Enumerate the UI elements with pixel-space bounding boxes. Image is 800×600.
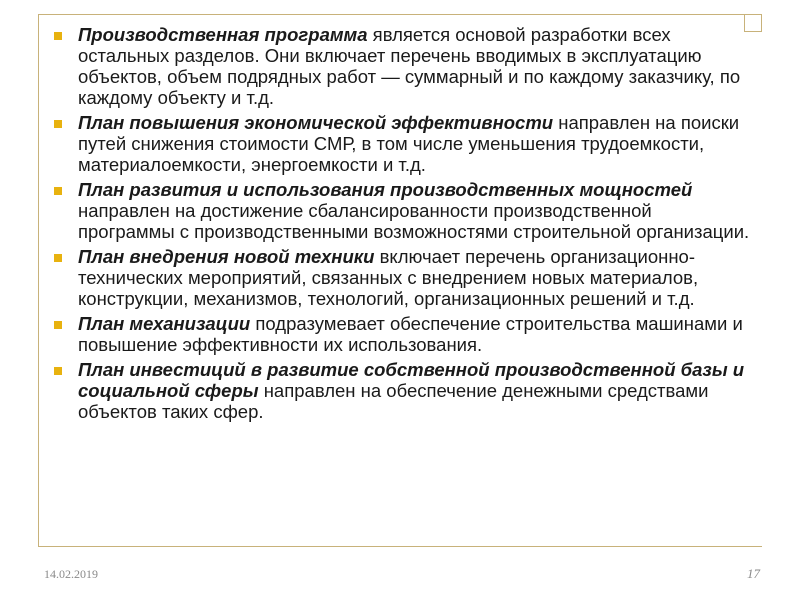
- frame-top-line: [38, 14, 762, 15]
- bullet-item-new-technology-plan: [52, 246, 752, 309]
- slide-content: [52, 24, 752, 426]
- square-bullet-icon: [54, 254, 62, 262]
- bullet-item-investment-plan: [52, 359, 752, 422]
- square-bullet-icon: [54, 367, 62, 375]
- bullet-item-efficiency-plan: [52, 112, 752, 175]
- page-number: 17: [747, 566, 760, 581]
- bullet-list: [52, 24, 752, 422]
- frame-bottom-line: [38, 546, 762, 547]
- bullet-lead: Производственная программа: [78, 24, 368, 45]
- square-bullet-icon: [54, 32, 62, 40]
- bullet-text: включает перечень организационно-технических мероприятий, связанных с внедрением новых материалов, конструкции, механизмов, технологий, организационных решений и т.д.: [78, 246, 699, 309]
- bullet-text: направлен на поиски путей снижения стоимости СМР, в том числе уменьшения трудоемкости, материалоемкости, энергоемкости и т.д.: [78, 112, 740, 175]
- footer-date: 14.02.2019: [44, 567, 98, 581]
- bullet-text: направлен на обеспечение денежными средствами объектов таких сфер.: [78, 380, 709, 422]
- bullet-lead: План механизации: [78, 313, 251, 334]
- bullet-text: подразумевает обеспечение строительства машинами и повышение эффективности их использования.: [78, 313, 743, 355]
- square-bullet-icon: [54, 120, 62, 128]
- bullet-lead: План внедрения новой техники: [78, 246, 375, 267]
- square-bullet-icon: [54, 321, 62, 329]
- bullet-item-mechanization-plan: [52, 313, 752, 355]
- bullet-text: направлен на достижение сбалансированности производственной программы с производственными возможностями строительной организации.: [78, 200, 750, 242]
- bullet-item-capacity-plan: [52, 179, 752, 242]
- bullet-text: является основой разработки всех остальных разделов. Они включает перечень вводимых в эксплуатацию объектов, объем подрядных работ — суммарный и по каждому заказчику, по каждому объекту и т.д.: [78, 24, 741, 108]
- square-bullet-icon: [54, 187, 62, 195]
- bullet-lead: План повышения экономической эффективности: [78, 112, 554, 133]
- frame-left-line: [38, 14, 39, 546]
- bullet-lead: План развития и использования производственных мощностей: [78, 179, 693, 200]
- bullet-item-production-program: [52, 24, 752, 108]
- bullet-lead: План инвестиций в развитие собственной производственной базы и социальной сферы: [78, 359, 745, 401]
